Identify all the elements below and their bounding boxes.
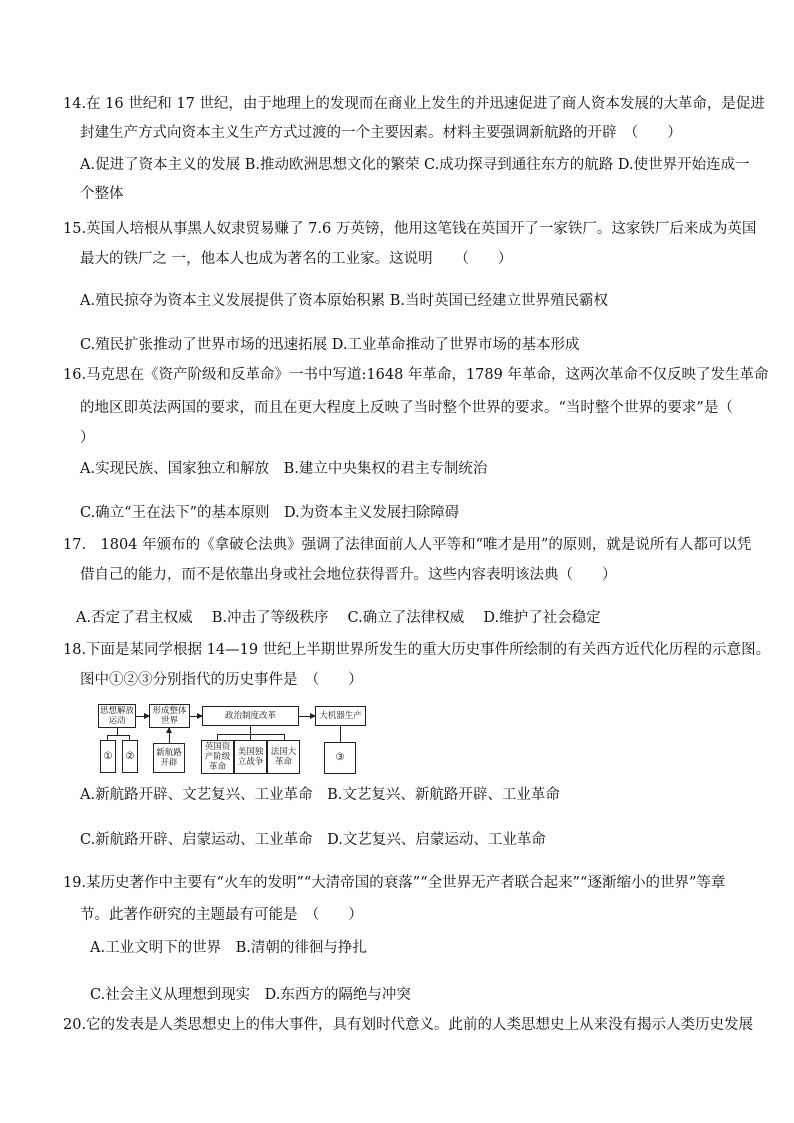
western-modernization-diagram [98,700,370,778]
q18-line2: 图中①②③分别指代的历史事件是 （ ） [80,672,363,688]
arrow-right [136,716,149,717]
box-thought-liberation: 思想解放运动 [100,706,135,726]
q16-option-cd: C.确立“王在法下”的基本原则 D.为资本主义发展扫除障碍 [80,505,460,521]
connector-line [117,728,118,735]
q16-line3: ） [80,430,95,446]
q17-line1: 17. 1804 年颁布的《拿破仑法典》强调了法律面前人人平等和“唯才是用”的原则，就是说所有人都可以凭 [63,537,752,553]
q15-option-ab: A.殖民掠夺为资本主义发展提供了资本原始积累 B.当时英国已经建立世界殖民霸权 [80,293,608,309]
q14-options-line2: 个整体 [80,186,124,202]
box-new-route: 新航路开辟 [153,743,185,773]
q15-option-cd: C.殖民扩张推动了世界市场的迅速拓展 D.工业革命推动了世界市场的基本形成 [80,337,580,353]
q18-line1: 18.下面是某同学根据 14—19 世纪上半期世界所发生的重大历史事件所绘制的有关西方近代化历程的示意图。 [63,642,771,658]
arrow-up [169,728,170,743]
box-english-revolution: 英国资产阶级革命 [201,740,234,774]
q14-options-line1: A.促进了资本主义的发展 B.推动欧洲思想文化的繁荣 C.成功探寻到通往东方的航路 D.使世界开始连成一 [80,157,750,173]
arrow-right [190,716,202,717]
q19-line2: 节。此著作研究的主题最有可能是 （ ） [80,907,363,923]
q17-line2: 借自己的能力，而不是依靠出身或社会地位获得晋升。这些内容表明该法典（ ） [80,567,617,583]
box-american-independence: 美国独立战争 [234,740,267,774]
q14-line2: 封建生产方式向资本主义生产方式过渡的一个主要因素。材料主要强调新航路的开辟 （ ） [80,125,682,141]
q19-option-cd: C.社会主义从理想到现实 D.东西方的隔绝与冲突 [90,987,411,1003]
q18-option-cd: C.新航路开辟、启蒙运动、工业革命 D.文艺复兴、启蒙运动、工业革命 [80,832,546,848]
connector-line [250,726,251,734]
q19-line1: 19.某历史著作中主要有“火车的发明”“大清帝国的衰落”“全世界无产者联合起来”“逐渐缩小的世界”等章 [63,875,726,891]
q19-option-ab: A.工业文明下的世界 B.清朝的徘徊与挣扎 [90,940,367,956]
q15-line1: 15.英国人培根从事黑人奴隶贸易赚了 7.6 万英镑，他用这笔钱在英国开了一家铁厂。这家铁厂后来成为英国 [63,221,757,237]
connector-line [107,735,129,736]
box-world-whole: 形成整体世界 [149,704,190,728]
q14-line1: 14.在 16 世纪和 17 世纪，由于地理上的发现而在商业上发生的并迅速促进了商人资本发展的大革命，是促进 [63,96,765,112]
q18-option-ab: A.新航路开辟、文艺复兴、工业革命 B.文艺复兴、新航路开辟、工业革命 [80,787,560,803]
q17-options: A.否定了君主权威 B.冲击了等级秩序 C.确立了法律权威 D.维护了社会稳定 [76,610,601,626]
q16-line1: 16.马克思在《资产阶级和反革命》一书中写道:1648 年革命，1789 年革命，这两次革命不仅反映了发生革命 [63,367,769,383]
q20-line1: 20.它的发表是人类思想史上的伟大事件，具有划时代意义。此前的人类思想史上从来没有揭示人类历史发展 [63,1017,754,1033]
q15-line2: 最大的铁厂之 一，他本人也成为著名的工业家。这说明 （ ） [80,251,513,267]
box-blank-1: ① [100,740,116,773]
box-blank-3: ③ [324,742,356,774]
q16-option-ab: A.实现民族、国家独立和解放 B.建立中央集权的君主专制统治 [80,461,488,477]
box-machine-production: 大机器生产 [315,706,366,726]
box-political-reform: 政治制度改革 [202,706,299,726]
arrow-right [299,716,315,717]
connector-line [340,726,341,742]
box-french-revolution: 法国大革命 [267,740,300,774]
q16-line2: 的地区即英法两国的要求，而且在更大程度上反映了当时整个世界的要求。“当时整个世界的要求”是（ [80,400,733,416]
box-blank-2: ② [122,740,138,773]
